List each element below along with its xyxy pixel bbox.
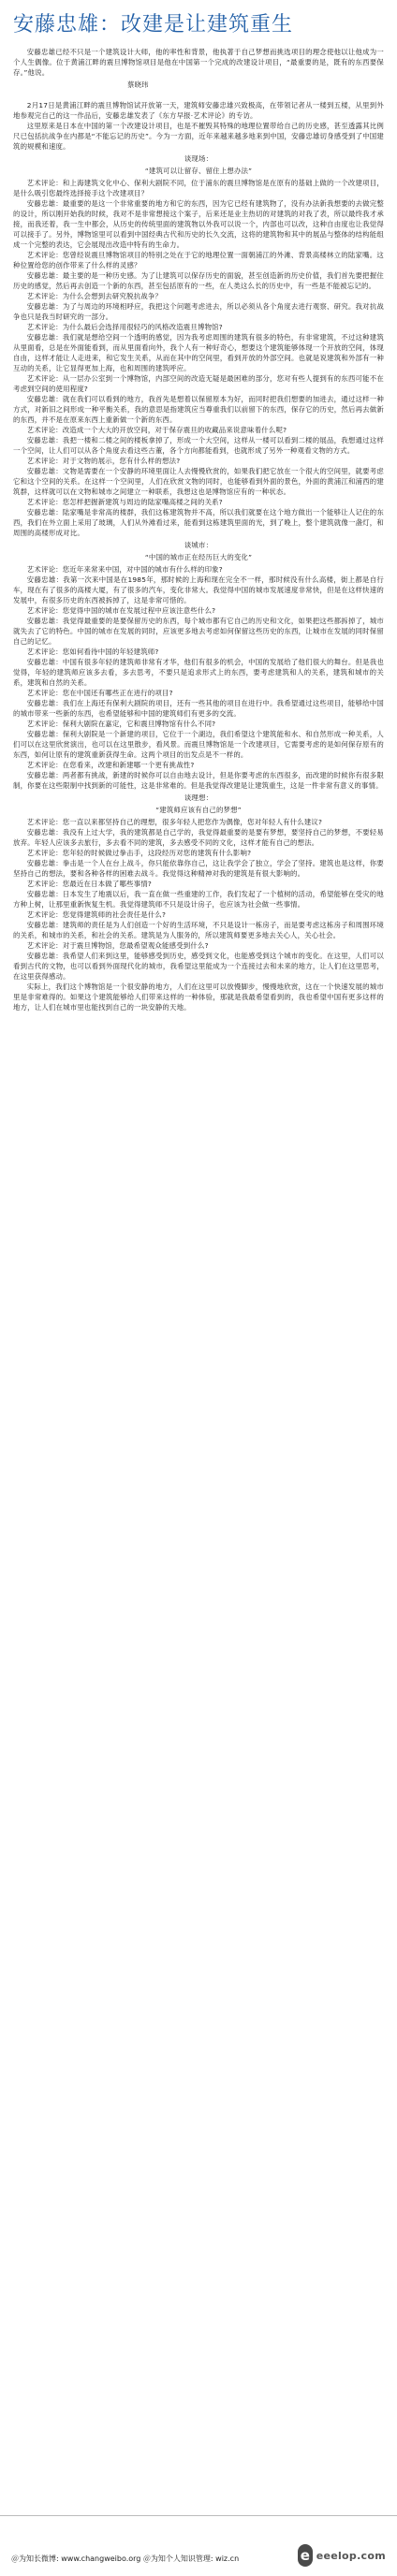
article-paragraph: 艺术评论：您觉得中国的城市在发展过程中应该注意些什么? [26,606,216,615]
article-paragraph: 安藤忠雄：我觉得最重要的是要保留历史的东西，每个城市都有它自己的历史和文化，如果把这些都拆掉了，城市就失去了它的特色。中国的城市在发展的同时，应该更多地去考虑如何保留这些历史的东西，让城市在发展的同时保留自己的记忆。 [13,617,384,646]
article-paragraph: 艺术评论：保利大剧院在嘉定，它和震旦博物馆有什么不同? [26,720,216,728]
page-footer [0,2515,397,2576]
article-body [13,100,384,1012]
article-paragraph: 艺术评论：您曾经说震旦博物馆项目的特别之处在于它的地理位置一面朝浦江的外滩、背景高楼林立的陆家嘴。这种位置给您的创作带来了什么样的灵感？ [13,251,384,269]
section-heading: 谈现场： [184,154,213,163]
article-paragraph: 艺术评论：改造成一个大大的开放空间，对于保存震旦的收藏品来说意味着什么呢? [26,426,287,434]
article-paragraph: 艺术评论：您最近在日本做了哪些事情? [26,880,152,888]
section-heading: 谈理想： [184,793,213,802]
article-paragraph: 艺术评论：和上海建筑文化中心、保利大剧院不同，位于浦东的震旦博物馆是在原有的基础上做的一个改建项目，是什么吸引您最终选择接手这个改建项目？ [13,179,384,197]
section-heading: “建筑师应该有自己的梦想” [155,806,242,814]
article-paragraph: 2月17日是黄浦江畔的震旦博物馆试开放第一天，建筑师安藤忠雄兴致极高，在带领记者从一楼到五楼，从里到外地参观完自己的这一作品后，安藤忠雄发表了《东方早报·艺术评论》的专访。 [13,101,384,120]
article-title: 安藤忠雄：改建是让建筑重生 [13,13,294,36]
article-paragraph: 艺术评论：您如何看待中国的年轻建筑师? [26,648,159,656]
footer-credit: ＠为知长微博: www.changweibo.org ＠为知个人知识管理: wiz.cn [11,2554,240,2563]
article-paragraph: 安藤忠雄：文物是需要在一个安静的环境里面让人去慢慢欣赏的，如果我们把它放在一个很大的空间里，就要考虑它和这个空间的关系。在这样一个空间里，人们在欣赏文物的同时，也能够看到外面的景色，外面的黄浦江和浦西的建筑群，这样就可以在文物和城市之间建立一种联系，我想这也是博物馆应有的一种状态。 [13,467,384,496]
logo-text: eeelop.com [316,2549,386,2562]
article-paragraph: 艺术评论：您觉得建筑师的社会责任是什么? [26,910,167,919]
article-intro: 安藤忠雄已经不只是一个建筑设计大师，他的率性和背景，他执著于自己梦想而挑选项目的理念使他以让他成为一个人生偶像。位于黄浦江畔的震旦博物馆项目是他在中国第一个完成的改建设计项目，“最重要的是，既有的东西要保存。”他说。 [13,48,384,77]
article-paragraph: 安藤忠雄：为了与周边的环境相呼应，我把这个问题考虑进去，所以必须从各个角度去进行观察、研究。我对抗战争也只是我当时研究的一部分。 [13,302,384,321]
article-paragraph: 安藤忠雄：我第一次来中国是在1985年，那时候的上海和现在完全不一样，那时候没有什么高楼，街上都是自行车，现在有了很多的高楼大厦，有了很多的汽车，变化非常大。我觉得中国的城市发展速度非常快，但是在这样快速的发展中，有很多历史的东西被拆掉了，这是非常可惜的。 [13,575,384,604]
article-paragraph: 艺术评论：为什么会想到去研究脱抗战争？ [26,292,163,300]
article-paragraph: 安藤忠雄：保利大剧院是一个新建的项目，它位于一个湖边，我们希望这个建筑能和水、和自然形成一种关系，人们可以在这里欣赏演出，也可以在这里散步，看风景。而震旦博物馆是一个改建项目，它需要考虑的是如何保存原有的东西，如何让原有的建筑重新获得生命。这两个项目的出发点是不一样的。 [13,730,384,759]
article-paragraph: 安藤忠雄：拳击是一个人在台上战斗，你只能依靠你自己，这让我学会了独立，学会了坚持。建筑也是这样，你要坚持自己的想法，要和各种各样的困难去战斗。我觉得这种精神对我的建筑是有很大影响的。 [13,859,384,878]
article-paragraph: 安藤忠雄：陆家嘴是非常高的楼群，我们这栋建筑物并不高，所以我们就要在这个地方做出一个能够让人记住的东西，我们在外立面上采用了玻璃，人们从外滩看过来，能看到这栋建筑里面的光，到了晚上，整个建筑就像一盏灯，和周围的高楼形成对比。 [13,508,384,537]
article-paragraph: 安藤忠雄：我们在上海还有保利大剧院的项目，还有一些其他的项目在进行中。我希望通过这些项目，能够给中国的城市带来一些新的东西，也希望能够和中国的建筑师们有更多的交流。 [13,699,384,718]
article-paragraph: 安藤忠雄：最主要的是一种历史感。为了让建筑可以保存历史的面貌，甚至创造新的历史价值，我们首先要把握住历史的感觉，然后再去创造一个新的东西，甚至包括原有的一些，在人类这么长的历史中，有一些是不能被忘记的。 [13,271,384,290]
author-byline: 蔡晓玮 [127,80,149,89]
logo-icon: e [298,2544,313,2567]
site-logo[interactable] [298,2544,386,2567]
article-paragraph: 安藤忠雄：我们就是想给空间一个透明的感觉，因为我考虑周围的建筑有很多的特色，有非常建筑，不过这种建筑从里面看，总是在外面能看到，而从里面看向外，我个人有一种好奇心，想要这个建筑能够体现一个开放的空间，体现自由，这样才能让人走进来，和它发生关系，从而在其中的空间里，看到开放的外部空间。也就是说建筑和外部有一种互动的关系，让它显得更加上海，也和周围的建筑呼应。 [13,333,384,372]
article-paragraph: 艺术评论：为什么最后会选择用很轻巧的风格改造震旦博物馆? [26,323,223,331]
article-paragraph: 艺术评论：您在中国还有哪些正在进行的项目? [26,689,173,697]
article-paragraph: 艺术评论：您近年来常来中国，对中国的城市有什么样的印象? [26,565,223,574]
article-paragraph: 这里原来是日本在中国的第一个改建设计项目，也是不摧毁其特殊的地理位置带给自己的历史感，甚至透露其比例尺已包括抗战争在内都是“不能忘记的历史”。今为一方面，近年来越来越多地来到中国，安藤忠雄切身感受到了中国建筑的规模和速度。 [13,122,384,151]
article-paragraph: 艺术评论：您年轻的时候做过拳击手，这段经历对您的建筑有什么影响? [26,849,252,857]
article-paragraph: 艺术评论：对于震旦博物馆，您最希望观众能感受到什么? [26,941,209,950]
article-paragraph: 安藤忠雄：就在我们可以看到的地方，我首先是想着以保留原本为好，而同时把我们想要的加进去，通过这样一种方式，对新旧之间形成一种平衡关系，我的意思是指建筑应当尊重我们以前留下的东西，保存它的历史，然后再去做新的东西，并不是在原来东西上重新做一个新的东西。 [13,395,384,424]
article-paragraph: 艺术评论：您怎样把握新建筑与周边的陆家嘴高楼之间的关系? [26,498,223,506]
article-paragraph: 安藤忠雄：我把一楼和二楼之间的楼板拿掉了，形成一个大空间，这样从一楼可以看到二楼的展品，我想通过这样一个空间，让人们可以从各个角度去看这些古董，各个方向都能看到，也就形成了另外一种观看文物的方式。 [13,436,384,455]
article-paragraph: 实际上，我们这个博物馆是一个很安静的地方，人们在这里可以放慢脚步，慢慢地欣赏，这在一个快速发展的城市里是非常难得的。如果这个建筑能够给人们带来这样的一种体验，那就是我最希望看到的，我也希望中国有更多这样的地方，让人们在城市里也能找到自己的一块安静的天地。 [13,982,384,1011]
article-paragraph: 安藤忠雄：建筑师的责任是为人们创造一个好的生活环境，不只是设计一栋房子，而是要考虑这栋房子和周围环境的关系，和城市的关系，和社会的关系。建筑是为人服务的，所以建筑师要更多地去关心人，关心社会。 [13,921,384,939]
article-paragraph: 艺术评论：对于文物的展示，您有什么样的想法? [26,457,181,465]
article-paragraph: 安藤忠雄：中国有很多年轻的建筑师非常有才华，他们有很多的机会，中国的发展给了他们很大的舞台。但是我也觉得，年轻的建筑师应该多去看，多去思考，不要只是追求形式上的东西，要考虑建筑和人的关系，建筑和城市的关系，建筑和自然的关系。 [13,658,384,687]
article-paragraph: 安藤忠雄：最重要的是这一个非常重要的地方和它的东西，因为它已经有建筑物了，没有办法新我想要的去做完整的设计，所以刚开始我的时候，我对不是非常想接这个案子，后来还是业主热切的对建筑的对我了表，所以最终我才承接，而我还着，我一生中都会，从历史的传统里面的建筑物以外我可以说一个，内部也可以改，这种自由度也让我觉得可以接手了。另外，博物馆里可以看到中国经典古代和历史的长久交流，这将的建筑物和其中的展品与整体的结构能组成一个完整的表达，它会展现出改造中特有的生命力。 [13,199,384,249]
article-paragraph: 安藤忠雄：我希望人们来到这里，能够感受到历史，感受到文化，也能感受到这个城市的变化。在这里，人们可以看到古代的文物，也可以看到外面现代化的城市，我希望这里能成为一个连接过去和未来的地方，让人们在这里思考，在这里获得感动。 [13,952,384,981]
article-paragraph: 安藤忠雄：我没有上过大学，我的建筑都是自己学的，我觉得最重要的是要有梦想，要坚持自己的梦想，不要轻易放弃。年轻人应该多去旅行，多去看不同的建筑，多去感受不同的文化，这样才能有自己的想法。 [13,828,384,847]
article-paragraph: 艺术评论：在您看来，改建和新建哪一个更有挑战性? [26,761,195,769]
section-heading: “建筑可以让留存、留住上想办法” [144,167,253,175]
section-heading: 谈城市： [184,541,213,549]
section-heading: “中国的城市正在经历巨大的变化” [144,553,253,561]
article-paragraph: 艺术评论：您一直以来都坚持自己的理想，很多年轻人把您作为偶像，您对年轻人有什么建议? [26,818,323,826]
article-paragraph: 安藤忠雄：两者都有挑战，新建的时候你可以自由地去设计，但是你要考虑的东西很多，而改建的时候你有很多限制，你要在这些限制中找到新的可能性，这是非常难的。但是我觉得改建是让建筑重生，这是一件非常有意义的事情。 [13,771,384,790]
article-paragraph: 安藤忠雄：日本发生了地震以后，我一直在做一些重建的工作，我们发起了一个植树的活动，希望能够在受灾的地方种上树，让那里重新恢复生机。我觉得建筑师不只是设计房子，也应该为社会做一些事情。 [13,890,384,909]
article-paragraph: 艺术评论：从一层办公室到一个博物馆，内部空间的改造无疑是最困难的部分，您对有些人提到有的东西可能不在考虑到空间的使用程度? [13,374,384,393]
